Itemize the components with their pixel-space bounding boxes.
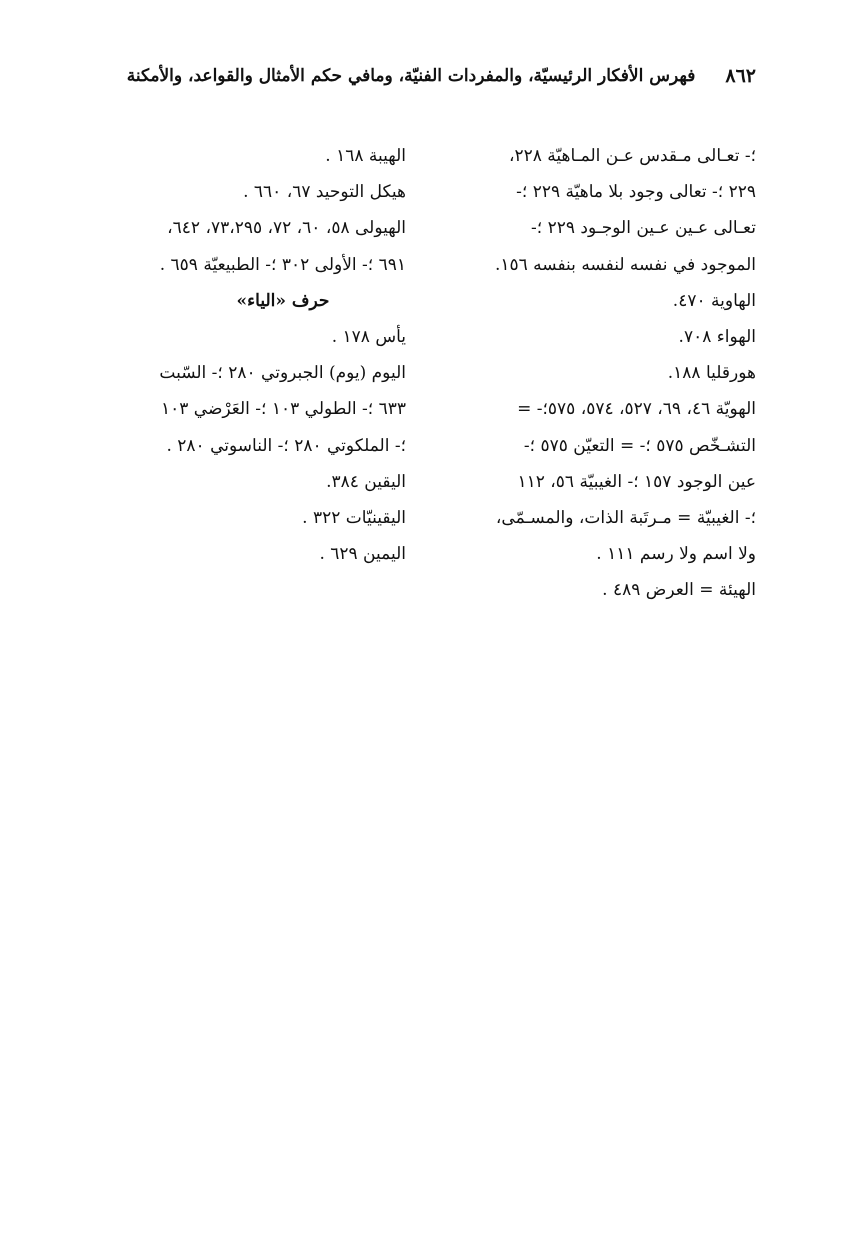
index-entry-line: اليقينيّات ٣٢٢ . [302,507,406,528]
index-entry-line: الهاوية ٤٧٠. [672,290,756,311]
running-header [100,60,756,92]
index-entry-line: ٢٢٩ ؛- تعالى وجود بلا ماهيّة ٢٢٩ ؛- [516,182,756,203]
index-entry-line: اليقين ٣٨٤. [326,471,406,492]
index-entry-line: ولا اسم ولا رسم ١١١ . [596,544,756,565]
index-column-right [426,138,756,608]
index-entry-line: ؛- الملكوتي ٢٨٠ ؛- الناسوتي ٢٨٠ . [166,435,406,456]
index-entry-line: الموجود في نفسه لنفسه بنفسه ١٥٦. [494,254,756,275]
index-entry-line: ؛- تعـالى مـقدس عـن المـاهيّة ٢٢٨، [508,146,756,166]
index-entry-line: ٦٩١ ؛- الأولى ٣٠٢ ؛- الطبيعيّة ٦٥٩ . [159,254,406,275]
index-column-left [100,138,406,572]
index-entry-line: هيكل التوحيد ٦٧، ٦٦٠ . [243,182,406,203]
index-entry-line: الهيئة = العرض ٤٨٩ . [602,580,756,601]
index-entry-line: اليوم (يوم) الجبروتي ٢٨٠ ؛- السّبت [159,363,406,384]
index-entry-line: التشـخّص ٥٧٥ ؛- = التعيّن ٥٧٥ ؛- [523,435,756,456]
index-entry-line: هورقليا ١٨٨. [667,363,756,384]
index-entry-line: تعـالى عـين عـين الوجـود ٢٢٩ ؛- [531,218,756,239]
section-heading: حرف «الياء» [236,290,330,311]
index-entry-line: اليمين ٦٢٩ . [319,544,406,565]
index-entry-line: عين الوجود ١٥٧ ؛- الغيبيّة ٥٦، ١١٢ [517,471,756,492]
index-entry-line: ؛- الغيبيّة = مـرتَبة الذات، والمسـمّى، [495,507,756,528]
index-entry-line: ٦٣٣ ؛- الطولي ١٠٣ ؛- العَرْضي ١٠٣ [160,399,406,420]
header-title: فهرس الأفكار الرئيسيّة، والمفردات الفنيّة، ومافي حكم الأمثال والقواعد، والأمكنة [126,66,696,86]
index-entry-line: الهويّة ٤٦، ٦٩، ٥٢٧، ٥٧٤، ٥٧٥؛- = [517,399,756,420]
index-entry-line: الهواء ٧٠٨. [678,326,756,347]
index-entry-line: الهيولى ٥٨، ٦٠، ٧٢، ٧٣،٢٩٥، ٦٤٢، [167,218,406,239]
page-number: ٨٦٢ [725,65,756,87]
index-entry-line: يأس ١٧٨ . [331,326,406,347]
index-entry-line: الهيبة ١٦٨ . [325,146,406,166]
